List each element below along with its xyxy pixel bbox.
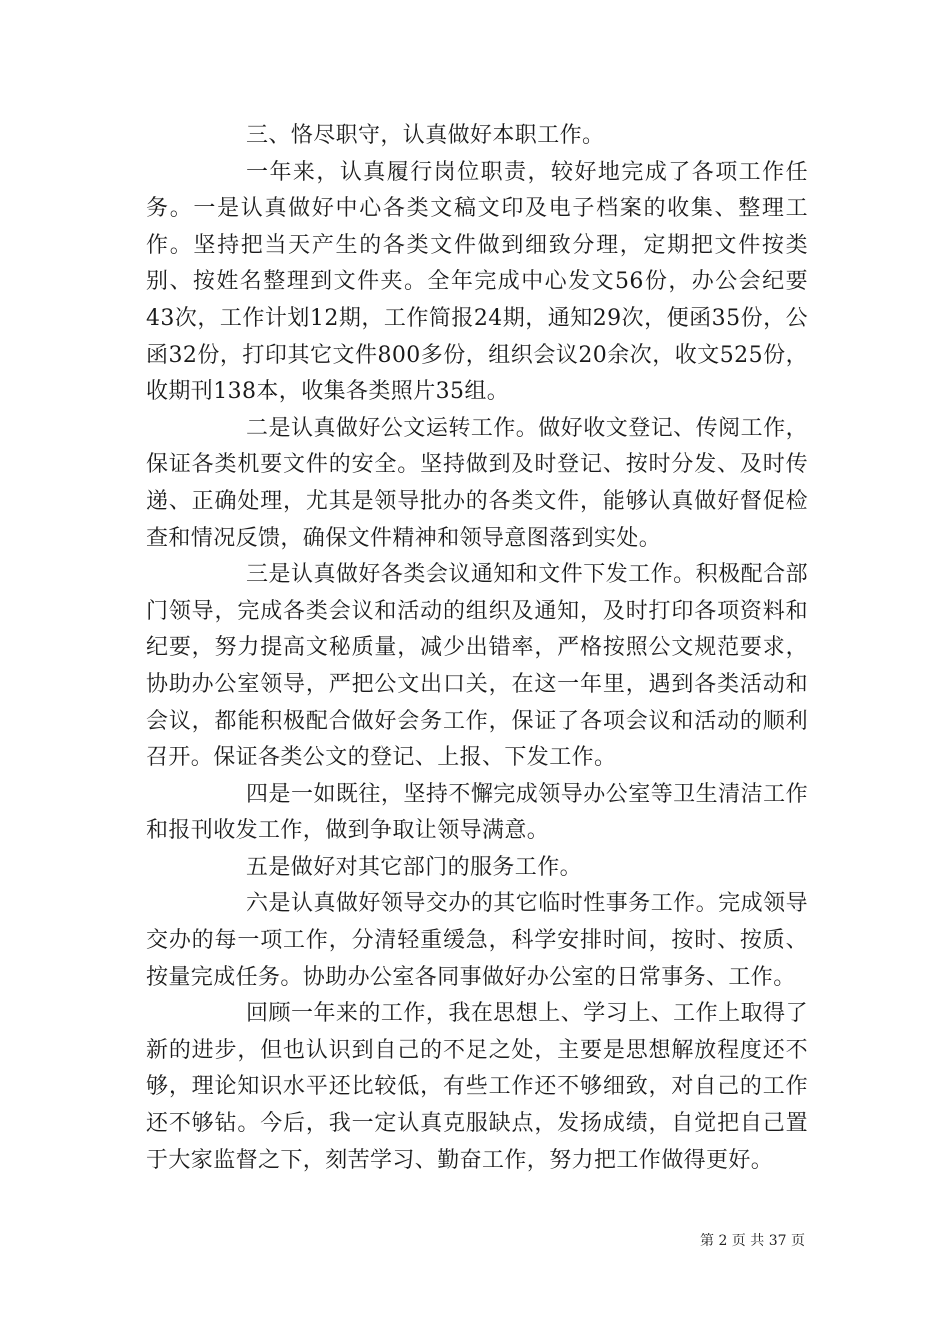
section-heading: 三、恪尽职守，认真做好本职工作。 — [246, 123, 605, 148]
paragraph-item-5: 五是做好对其它部门的服务工作。 — [246, 854, 583, 880]
paragraph-item-3: 三是认真做好各类会议通知和文件下发工作。积极配合部门领导，完成各类会议和活动的组织及通知，及时打印各项资料和纪要，努力提高文秘质量，减少出错率，严格按照公文规范要求，协助办公室领导，严把公文出口关，在这一年里，遇到各类活动和会议，都能积极配合做好会务工作，保证了各项会议和活动的顺利召开。保证各类公文的登记、上报、下发工作。 — [146, 562, 808, 771]
paragraph-item-6: 六是认真做好领导交办的其它临时性事务工作。完成领导交办的每一项工作，分清轻重缓急，科学安排时间，按时、按质、按量完成任务。协助办公室各同事做好办公室的日常事务、工作。 — [146, 891, 808, 990]
paragraph-overview: 一年来，认真履行岗位职责，较好地完成了各项工作任务。一是认真做好中心各类文稿文印及电子档案的收集、整理工作。坚持把当天产生的各类文件做到细致分理，定期把文件按类别、按姓名整理到文件夹。全年完成中心发文56份，办公会纪要43次，工作计划12期，工作简报24期，通知29次，便函35份，公函32份，打印其它文件800多份，组织会议20余次，收文525份，收期刊138本，收集各类照片35组。 — [146, 159, 808, 405]
paragraph-review: 回顾一年来的工作，我在思想上、学习上、工作上取得了新的进步，但也认识到自己的不足之处，主要是思想解放程度还不够，理论知识水平还比较低，有些工作还不够细致，对自己的工作还不够钻。今后，我一定认真克服缺点，发扬成绩，自觉把自己置于大家监督之下，刻苦学习、勤奋工作，努力把工作做得更好。 — [146, 1001, 808, 1173]
paragraph-item-2: 二是认真做好公文运转工作。做好收文登记、传阅工作，保证各类机要文件的安全。坚持做到及时登记、按时分发、及时传递、正确处理，尤其是领导批办的各类文件，能够认真做好督促检查和情况反馈，确保文件精神和领导意图落到实处。 — [146, 415, 808, 551]
document-body — [146, 118, 808, 1179]
page-number: 第 2 页 共 37 页 — [700, 1233, 805, 1249]
paragraph-item-4: 四是一如既往，坚持不懈完成领导办公室等卫生清洁工作和报刊收发工作，做到争取让领导满意。 — [146, 781, 808, 844]
